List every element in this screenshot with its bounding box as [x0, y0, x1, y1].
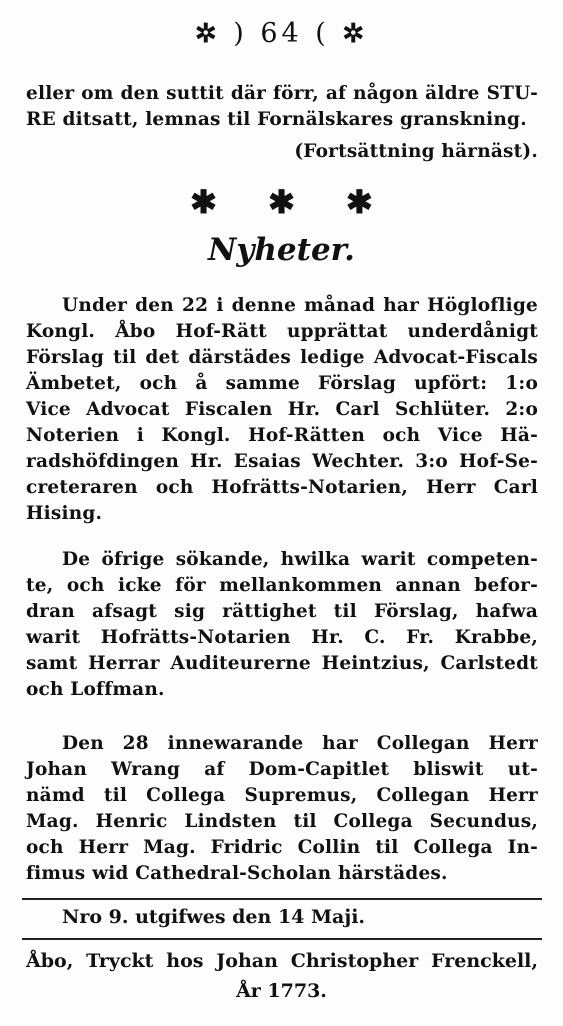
issue-line: Nro 9. utgifwes den 14 Maji. — [62, 906, 366, 928]
imprint-line: Åbo, Tryckt hos Johan Christopher Frenckell, — [26, 950, 538, 972]
star-divider-icon: ✱ ✱ ✱ — [190, 183, 373, 221]
section-heading: Nyheter. — [208, 232, 355, 268]
paragraph-line: Ämbetet, och å samme Förslag upfört: 1:o — [26, 373, 538, 394]
paragraph-line: Under den 22 i denne månad har Högloflige — [62, 295, 538, 316]
paragraph-line: Den 28 innewarande har Collegan Herr — [62, 733, 538, 754]
ornament-left-icon: ✲ — [194, 19, 221, 49]
rule-top — [22, 898, 542, 900]
paragraph-line: De öfrige sökande, hwilka warit competen- — [62, 549, 538, 570]
paragraph-line: och Loffman. — [26, 679, 165, 700]
paragraph-line: fimus wid Cathedral-Scholan härstädes. — [26, 863, 448, 884]
page-number: ) 64 ( — [233, 18, 330, 49]
paragraph-line: Mag. Henric Lindsten til Collega Secundus, — [26, 811, 538, 832]
continuation-note: (Fortsättning härnäst). — [294, 141, 538, 162]
paragraph-line: te, och icke för mellankommen annan befor- — [26, 575, 538, 596]
paragraph-line: Kongl. Åbo Hof-Rätt upprättat underdånigt — [26, 321, 538, 342]
intro-line: RE ditsatt, lemnas til Fornälskares granskning. — [26, 109, 527, 130]
paragraph-line: Förslag til det därstädes ledige Advocat-Fiscals — [26, 347, 538, 368]
paragraph-line: Hising. — [26, 503, 103, 524]
paragraph-line: Noterien i Kongl. Hof-Rätten och Vice Hä- — [26, 425, 538, 446]
paragraph-line: dran afsagt sig rättighet til Förslag, hafwa — [26, 601, 538, 622]
paragraph-line: Johan Wrang af Dom-Capitlet bliswit ut- — [26, 759, 538, 780]
ornament-right-icon: ✲ — [342, 19, 369, 49]
paragraph-line: nämd til Collega Supremus, Collegan Herr — [26, 785, 538, 806]
paragraph-line: radshöfdingen Hr. Esaias Wechter. 3:o Hof-Se- — [26, 451, 538, 472]
paragraph-line: Vice Advocat Fiscalen Hr. Carl Schlüter. 2:o — [26, 399, 538, 420]
intro-line: eller om den suttit där förr, af någon äldre STU- — [26, 83, 538, 104]
paragraph-line: warit Hofrätts-Notarien Hr. C. Fr. Krabbe, — [26, 627, 538, 648]
page-header — [0, 18, 563, 49]
imprint-year: År 1773. — [236, 980, 327, 1002]
paragraph-line: samt Herrar Auditeurerne Heintzius, Carlstedt — [26, 653, 538, 674]
paragraph-line: creteraren och Hofrätts-Notarien, Herr Carl — [26, 477, 538, 498]
rule-bottom — [22, 938, 542, 940]
paragraph-line: och Herr Mag. Fridric Collin til Collega In- — [26, 837, 538, 858]
